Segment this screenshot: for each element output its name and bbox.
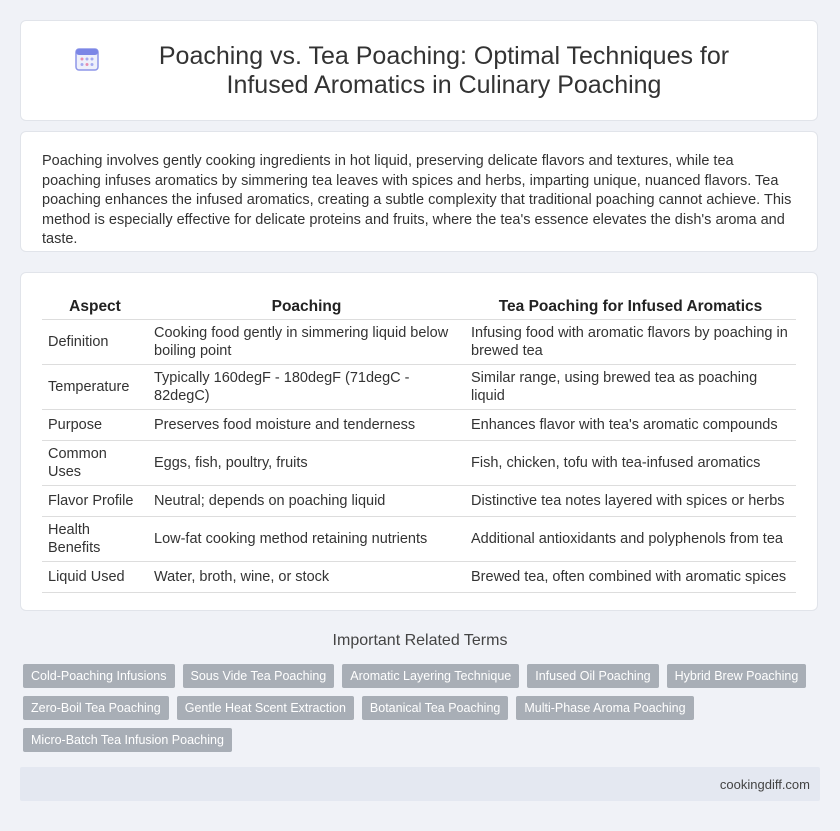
cell-tea-poaching: Similar range, using brewed tea as poaching liquid bbox=[465, 365, 796, 410]
related-term-tag[interactable]: Sous Vide Tea Poaching bbox=[183, 664, 335, 688]
related-terms-title: Important Related Terms bbox=[332, 632, 508, 649]
cell-aspect: Common Uses bbox=[42, 441, 148, 486]
cell-aspect: Purpose bbox=[42, 410, 148, 441]
header-tea-poaching: Tea Poaching for Infused Aromatics bbox=[465, 293, 796, 320]
cell-poaching: Cooking food gently in simmering liquid below boiling point bbox=[148, 320, 465, 365]
cell-aspect: Liquid Used bbox=[42, 562, 148, 593]
cell-tea-poaching: Additional antioxidants and polyphenols from tea bbox=[465, 517, 796, 562]
footer-site-link[interactable]: cookingdiff.com bbox=[719, 776, 810, 792]
comparison-table bbox=[42, 293, 796, 593]
table-row bbox=[42, 320, 796, 365]
related-term-tag[interactable]: Micro-Batch Tea Infusion Poaching bbox=[23, 728, 232, 752]
related-terms-list bbox=[23, 664, 818, 760]
cell-poaching: Water, broth, wine, or stock bbox=[148, 562, 465, 593]
cell-poaching: Eggs, fish, poultry, fruits bbox=[148, 441, 465, 486]
related-term-tag[interactable]: Gentle Heat Scent Extraction bbox=[177, 696, 354, 720]
table-row bbox=[42, 562, 796, 593]
cell-poaching: Neutral; depends on poaching liquid bbox=[148, 486, 465, 517]
related-term-tag[interactable]: Aromatic Layering Technique bbox=[342, 664, 519, 688]
cell-poaching: Low-fat cooking method retaining nutrients bbox=[148, 517, 465, 562]
page-title: Poaching vs. Tea Poaching: Optimal Techniques for Infused Aromatics in Culinary Poaching bbox=[158, 41, 730, 99]
related-term-tag[interactable]: Multi-Phase Aroma Poaching bbox=[516, 696, 693, 720]
header-aspect: Aspect bbox=[42, 293, 148, 320]
related-term-tag[interactable]: Infused Oil Poaching bbox=[527, 664, 658, 688]
related-term-tag[interactable]: Hybrid Brew Poaching bbox=[667, 664, 807, 688]
intro-text: Poaching involves gently cooking ingredients in hot liquid, preserving delicate flavors and textures, while tea poaching infuses aromatics by simmering tea leaves with spices and herbs, imparting unique, nuanced flavors. Tea poaching enhances the infused aromatics, creating a subtle complexity that traditional poaching cannot achieve. This method is especially effective for delicate proteins and fruits, where the tea's essence elevates the dish's aroma and taste. bbox=[42, 153, 792, 247]
table-row bbox=[42, 441, 796, 486]
table-row bbox=[42, 365, 796, 410]
table-row bbox=[42, 517, 796, 562]
header-card bbox=[20, 20, 818, 121]
cell-aspect: Definition bbox=[42, 320, 148, 365]
table-row bbox=[42, 486, 796, 517]
cell-tea-poaching: Infusing food with aromatic flavors by poaching in brewed tea bbox=[465, 320, 796, 365]
cell-tea-poaching: Fish, chicken, tofu with tea-infused aromatics bbox=[465, 441, 796, 486]
cell-aspect: Health Benefits bbox=[42, 517, 148, 562]
related-term-tag[interactable]: Cold-Poaching Infusions bbox=[23, 664, 175, 688]
cell-tea-poaching: Distinctive tea notes layered with spices or herbs bbox=[465, 486, 796, 517]
cell-aspect: Temperature bbox=[42, 365, 148, 410]
related-term-tag[interactable]: Zero-Boil Tea Poaching bbox=[23, 696, 169, 720]
intro-card bbox=[20, 131, 818, 252]
cell-aspect: Flavor Profile bbox=[42, 486, 148, 517]
cell-poaching: Preserves food moisture and tenderness bbox=[148, 410, 465, 441]
related-term-tag[interactable]: Botanical Tea Poaching bbox=[362, 696, 508, 720]
cell-tea-poaching: Enhances flavor with tea's aromatic compounds bbox=[465, 410, 796, 441]
table-header-row bbox=[42, 293, 796, 320]
header-poaching: Poaching bbox=[148, 293, 465, 320]
comparison-card bbox=[20, 272, 818, 611]
cell-tea-poaching: Brewed tea, often combined with aromatic spices bbox=[465, 562, 796, 593]
calendar-icon bbox=[74, 46, 100, 72]
cell-poaching: Typically 160degF - 180degF (71degC - 82degC) bbox=[148, 365, 465, 410]
footer bbox=[20, 767, 820, 801]
table-row bbox=[42, 410, 796, 441]
